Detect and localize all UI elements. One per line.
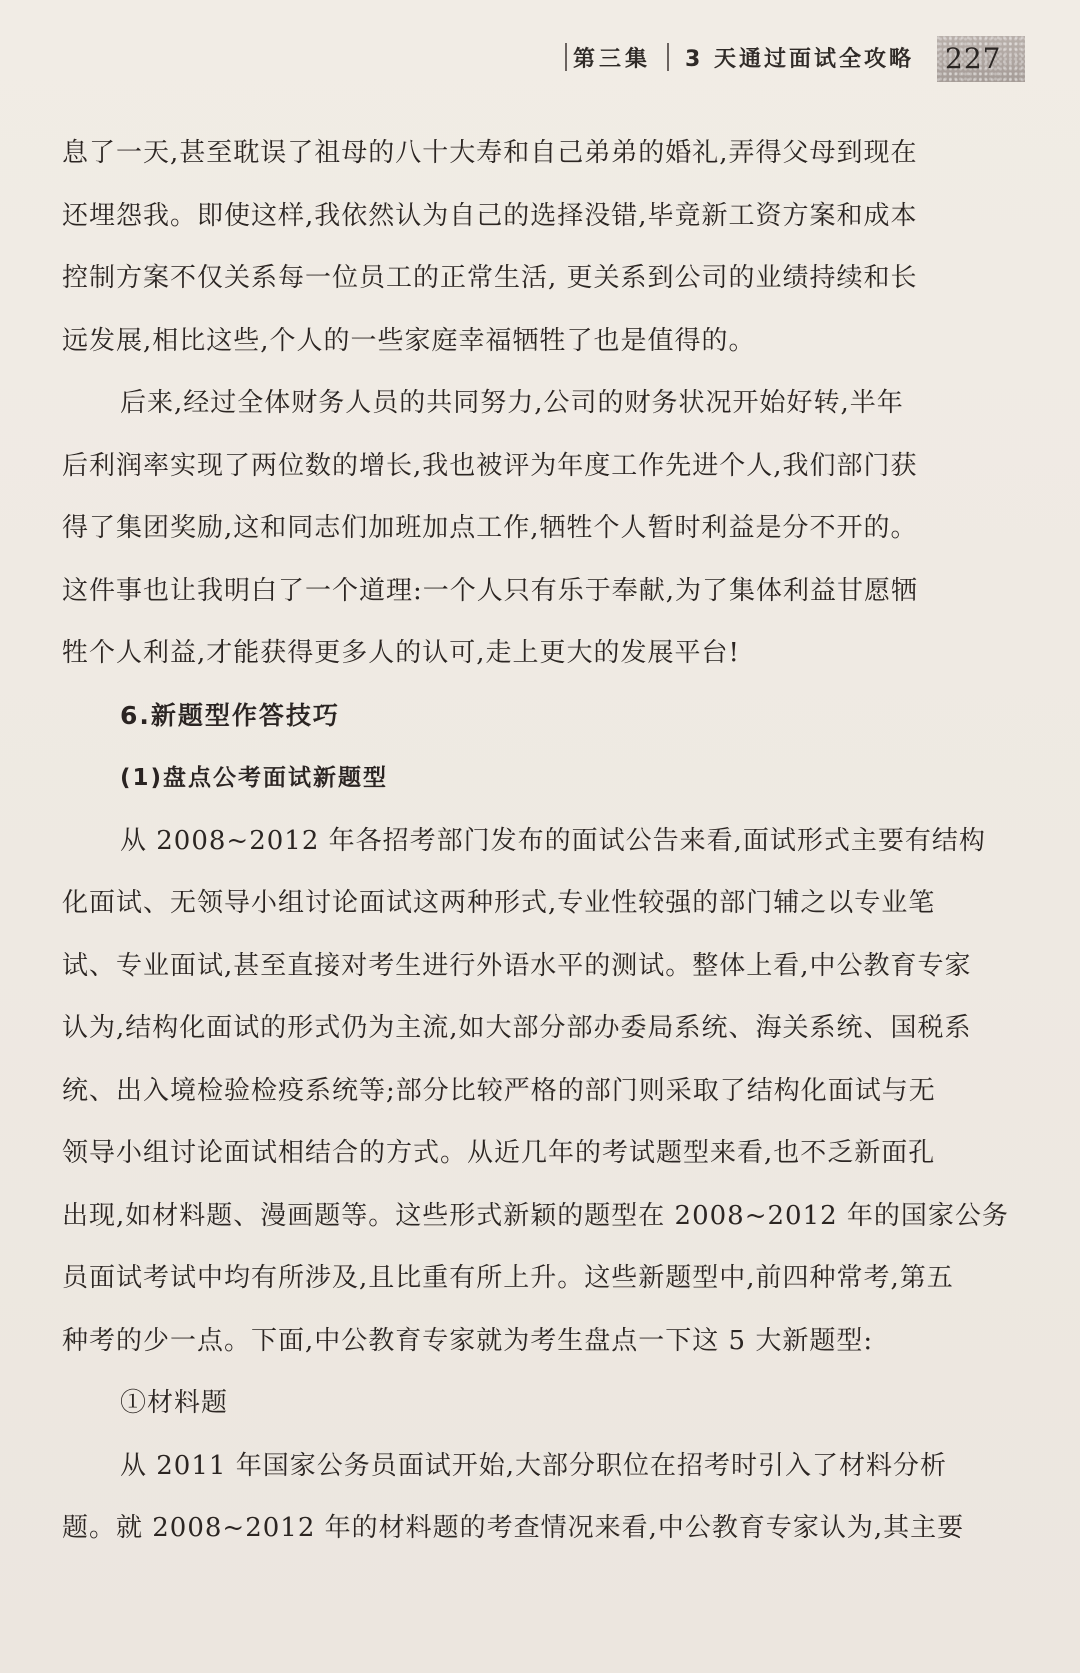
text-line: 后利润率实现了两位数的增长,我也被评为年度工作先进个人,我们部门获: [62, 450, 918, 481]
text-line: 还埋怨我。即使这样,我依然认为自己的选择没错,毕竟新工资方案和成本: [62, 200, 918, 231]
text-line: 认为,结构化面试的形式仍为主流,如大部分部办委局系统、海关系统、国税系: [62, 1013, 972, 1043]
paragraph-start-line: 后来,经过全体财务人员的共同努力,公司的财务状况开始好转,半年: [120, 388, 904, 418]
subsection-heading: (1)盘点公考面试新题型: [120, 765, 389, 791]
paragraph-start-line: 从 2011 年国家公务员面试开始,大部分职位在招考时引入了材料分析: [120, 1450, 947, 1481]
text-line: 出现,如材料题、漫画题等。这些形式新颖的题型在 2008~2012 年的国家公务: [62, 1200, 1009, 1231]
section-heading: 6.新题型作答技巧: [120, 700, 340, 730]
series-label: 第三集: [573, 47, 652, 72]
text-line: 息了一天,甚至耽误了祖母的八十大寿和自己弟弟的婚礼,弄得父母到现在: [62, 138, 918, 168]
book-title: 3 天通过面试全攻略: [685, 47, 914, 72]
text-line: 控制方案不仅关系每一位员工的正常生活, 更关系到公司的业绩持续和长: [62, 263, 918, 293]
header-divider-left: [565, 43, 567, 71]
paragraph-start-line: 从 2008~2012 年各招考部门发布的面试公告来看,面试形式主要有结构: [120, 825, 986, 856]
text-line: 种考的少一点。下面,中公教育专家就为考生盘点一下这 5 大新题型:: [62, 1325, 874, 1356]
text-line: 牲个人利益,才能获得更多人的认可,走上更大的发展平台!: [62, 638, 740, 668]
list-item-heading: ①材料题: [120, 1388, 229, 1418]
text-line: 领导小组讨论面试相结合的方式。从近几年的考试题型来看,也不乏新面孔: [62, 1138, 936, 1168]
text-line: 化面试、无领导小组讨论面试这两种形式,专业性较强的部门辅之以专业笔: [62, 888, 936, 918]
text-line: 远发展,相比这些,个人的一些家庭幸福牺牲了也是值得的。: [62, 325, 756, 356]
running-header: [565, 38, 1025, 86]
page-number-badge: [937, 36, 1025, 82]
header-divider-right: [667, 43, 669, 71]
text-line: 试、专业面试,甚至直接对考生进行外语水平的测试。整体上看,中公教育专家: [62, 950, 972, 981]
text-line: 题。就 2008~2012 年的材料题的考查情况来看,中公教育专家认为,其主要: [62, 1513, 965, 1543]
text-line: 这件事也让我明白了一个道理:一个人只有乐于奉献,为了集体利益甘愿牺: [62, 575, 919, 606]
text-line: 员面试考试中均有所涉及,且比重有所上升。这些新题型中,前四种常考,第五: [62, 1263, 954, 1293]
text-line: 得了集团奖励,这和同志们加班加点工作,牺牲个人暂时利益是分不开的。: [62, 513, 918, 543]
page-number: 227: [945, 42, 1002, 75]
text-line: 统、出入境检验检疫系统等;部分比较严格的部门则采取了结构化面试与无: [62, 1075, 936, 1106]
body-text: [62, 122, 1018, 1560]
